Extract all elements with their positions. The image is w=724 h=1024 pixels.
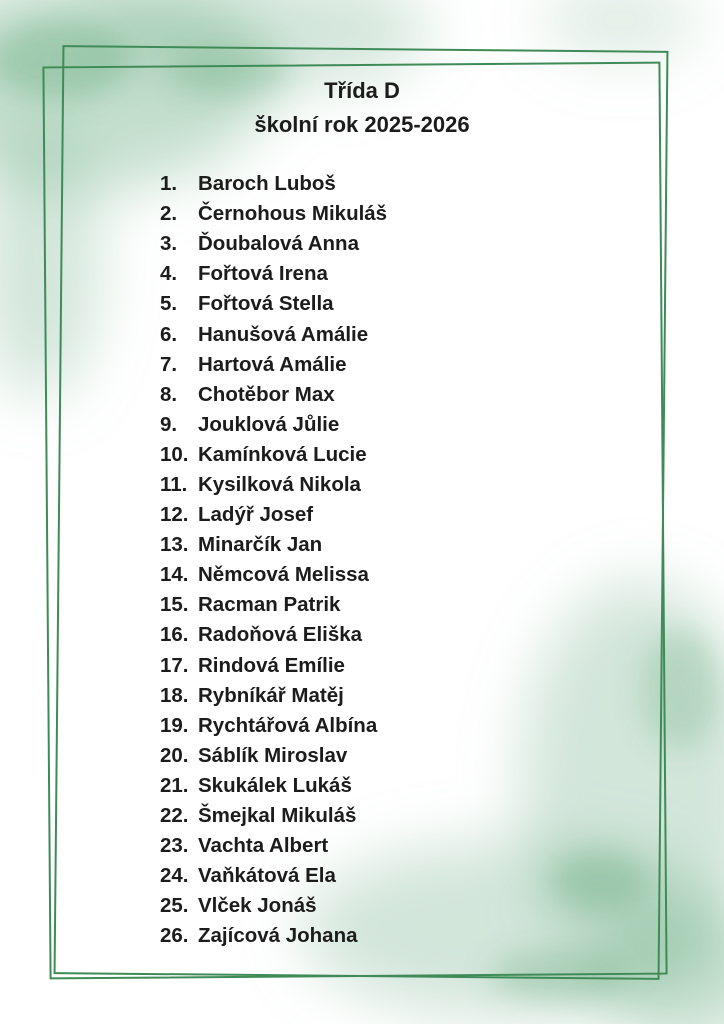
list-item bbox=[160, 620, 387, 650]
list-item bbox=[160, 199, 387, 229]
list-item-name: Kamínková Lucie bbox=[198, 442, 367, 466]
list-item-number: 20. bbox=[160, 743, 189, 767]
list-item-name: Chotěbor Max bbox=[198, 382, 335, 406]
list-item-number: 17. bbox=[160, 653, 189, 677]
list-item-number: 19. bbox=[160, 713, 189, 737]
list-item bbox=[160, 831, 387, 861]
list-item-number: 24. bbox=[160, 864, 189, 888]
page-title: Třída D bbox=[324, 78, 400, 103]
list-item-number: 4. bbox=[160, 262, 178, 286]
list-item-name: Ladýř Josef bbox=[198, 503, 314, 527]
list-item bbox=[160, 651, 387, 681]
list-item-name: Skukálek Lukáš bbox=[198, 773, 352, 797]
list-item bbox=[160, 229, 387, 259]
list-item bbox=[160, 440, 387, 470]
list-item-name: Rychtářová Albína bbox=[198, 713, 378, 737]
list-item-number: 13. bbox=[160, 533, 189, 557]
list-item-name: Vlček Jonáš bbox=[198, 894, 317, 918]
list-item bbox=[160, 289, 387, 319]
list-item-name: Baroch Luboš bbox=[198, 172, 336, 196]
list-item-name: Černohous Mikuláš bbox=[198, 202, 388, 226]
list-item bbox=[160, 560, 387, 590]
list-item bbox=[160, 380, 387, 410]
list-item-name: Němcová Melissa bbox=[198, 563, 369, 587]
list-item-name: Hartová Amálie bbox=[198, 352, 347, 376]
list-item-number: 12. bbox=[160, 503, 189, 527]
list-item-number: 7. bbox=[160, 352, 178, 376]
list-item bbox=[160, 861, 387, 891]
list-item-name: Vaňkátová Ela bbox=[198, 864, 336, 888]
list-item bbox=[160, 530, 387, 560]
list-item-number: 21. bbox=[160, 773, 189, 797]
list-item-number: 23. bbox=[160, 834, 189, 858]
list-item bbox=[160, 711, 387, 741]
list-item bbox=[160, 169, 387, 199]
list-item bbox=[160, 350, 387, 380]
list-item-name: Hanušová Amálie bbox=[198, 322, 369, 346]
list-item-number: 6. bbox=[160, 322, 178, 346]
list-item bbox=[160, 771, 387, 801]
list-item-name: Fořtová Irena bbox=[198, 262, 328, 286]
list-item-number: 11. bbox=[160, 472, 188, 496]
list-item bbox=[160, 470, 387, 500]
list-item-number: 8. bbox=[160, 382, 178, 406]
list-item bbox=[160, 801, 387, 831]
list-item-name: Šmejkal Mikuláš bbox=[198, 804, 357, 828]
list-item-name: Zajícová Johana bbox=[198, 924, 358, 948]
list-item-number: 9. bbox=[160, 412, 178, 436]
list-item-name: Jouklová Jůlie bbox=[198, 412, 340, 436]
list-item bbox=[160, 500, 387, 530]
list-item bbox=[160, 590, 387, 620]
list-item-name: Minarčík Jan bbox=[198, 533, 323, 557]
list-item bbox=[160, 410, 387, 440]
list-item-name: Radoňová Eliška bbox=[198, 623, 363, 647]
list-item bbox=[160, 891, 387, 921]
list-item-name: Racman Patrik bbox=[198, 593, 341, 617]
list-item-number: 1. bbox=[160, 172, 178, 196]
list-item bbox=[160, 681, 387, 711]
list-item-name: Sáblík Miroslav bbox=[198, 743, 348, 767]
list-item bbox=[160, 259, 387, 289]
list-item-number: 5. bbox=[160, 292, 178, 316]
list-item-number: 16. bbox=[160, 623, 189, 647]
list-item-name: Rybníkář Matěj bbox=[198, 683, 344, 707]
list-item-number: 10. bbox=[160, 442, 189, 466]
list-item-number: 18. bbox=[160, 683, 189, 707]
list-item-name: Vachta Albert bbox=[198, 834, 329, 858]
list-item-name: Rindová Emílie bbox=[198, 653, 345, 677]
list-item-name: Ďoubalová Anna bbox=[198, 232, 359, 256]
list-item-number: 14. bbox=[160, 563, 189, 587]
list-item-number: 26. bbox=[160, 924, 189, 948]
list-item-number: 3. bbox=[160, 232, 178, 256]
list-item-name: Kysilková Nikola bbox=[198, 472, 361, 496]
student-list bbox=[160, 169, 387, 951]
list-item-number: 22. bbox=[160, 804, 189, 828]
list-item bbox=[160, 319, 387, 349]
list-item bbox=[160, 741, 387, 771]
list-item-number: 25. bbox=[160, 894, 189, 918]
list-item-number: 2. bbox=[160, 202, 178, 226]
list-item-name: Fořtová Stella bbox=[198, 292, 334, 316]
page-subtitle: školní rok 2025-2026 bbox=[254, 112, 470, 137]
list-item-number: 15. bbox=[160, 593, 189, 617]
list-item bbox=[160, 921, 387, 951]
